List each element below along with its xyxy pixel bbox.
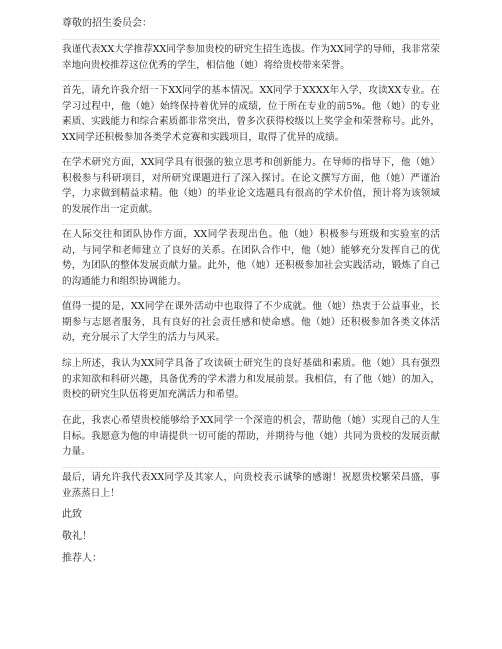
paragraph-divider [62, 39, 440, 40]
paragraph-intro: 我谨代表XX大学推荐XX同学参加贵校的研究生招生选拔。作为XX同学的导师，我非常荣幸地向贵校推荐这位优秀的学生，相信他（她）将给贵校带来荣誉。 [62, 44, 440, 71]
paragraph-research: 在学术研究方面，XX同学具有很强的独立思考和创新能力。在导师的指导下，他（她）积极参与科研项目，对所研究课题进行了深入探讨。在论文撰写方面，他（她）严谨治学，力求做到精益求精。他（她）的毕业论文选题具有很高的学术价值，预计将为该领域的发展作出一定贡献。 [62, 157, 440, 215]
paragraph-divider [62, 152, 440, 153]
paragraph-divider [62, 80, 440, 81]
paragraph-thanks: 最后，请允许我代表XX同学及其家人，向贵校表示诚挚的感谢！祝愿贵校繁荣昌盛，事业蒸蒸日上！ [62, 472, 440, 499]
paragraph-divider [62, 467, 440, 468]
closing-jing-li: 敬礼！ [62, 531, 92, 542]
paragraph-divider [62, 224, 440, 225]
closing-ci-zhi: 此致 [62, 509, 82, 520]
paragraph-teamwork: 在人际交往和团队协作方面，XX同学表现出色。他（她）积极参与班级和实验室的活动，与同学和老师建立了良好的关系。在团队合作中，他（她）能够充分发挥自己的优势，为团队的整体发展贡献力量。此外，他（她）还积极参加社会实践活动，锻炼了自己的沟通能力和组织协调能力。 [62, 229, 440, 287]
salutation: 尊敬的招生委员会： [62, 18, 152, 29]
paragraph-summary: 综上所述，我认为XX同学具备了攻读硕士研究生的良好基础和素质。他（她）具有强烈的求知欲和科研兴趣，具备优秀的学术潜力和发展前景。我相信，有了他（她）的加入，贵校的研究生队伍将更加充满活力和希望。 [62, 358, 440, 400]
paragraph-divider [62, 410, 440, 411]
paragraph-divider [62, 353, 440, 354]
paragraph-activities: 值得一提的是，XX同学在课外活动中也取得了不少成就。他（她）热衷于公益事业，长期参与志愿者服务，具有良好的社会责任感和使命感。他（她）还积极参加各类文体活动，充分展示了大学生的活力与风采。 [62, 301, 440, 343]
signature-line: 推荐人： [62, 553, 102, 564]
paragraph-divider [62, 296, 440, 297]
paragraph-hope: 在此，我衷心希望贵校能够给予XX同学一个深造的机会，帮助他（她）实现自己的人生目标。我愿意为他的申请提供一切可能的帮助，并期待与他（她）共同为贵校的发展贡献力量。 [62, 415, 440, 457]
paragraph-basic-info: 首先，请允许我介绍一下XX同学的基本情况。XX同学于XXXX年入学，攻读XX专业。在学习过程中，他（她）始终保持着优异的成绩，位于所在专业的前5%。他（她）的专业素质、实践能力和综合素质都非常突出，曾多次获得校级以上奖学金和荣誉称号。此外，XX同学还积极参加各类学术竞赛和实践项目，取得了优异的成绩。 [62, 85, 440, 143]
